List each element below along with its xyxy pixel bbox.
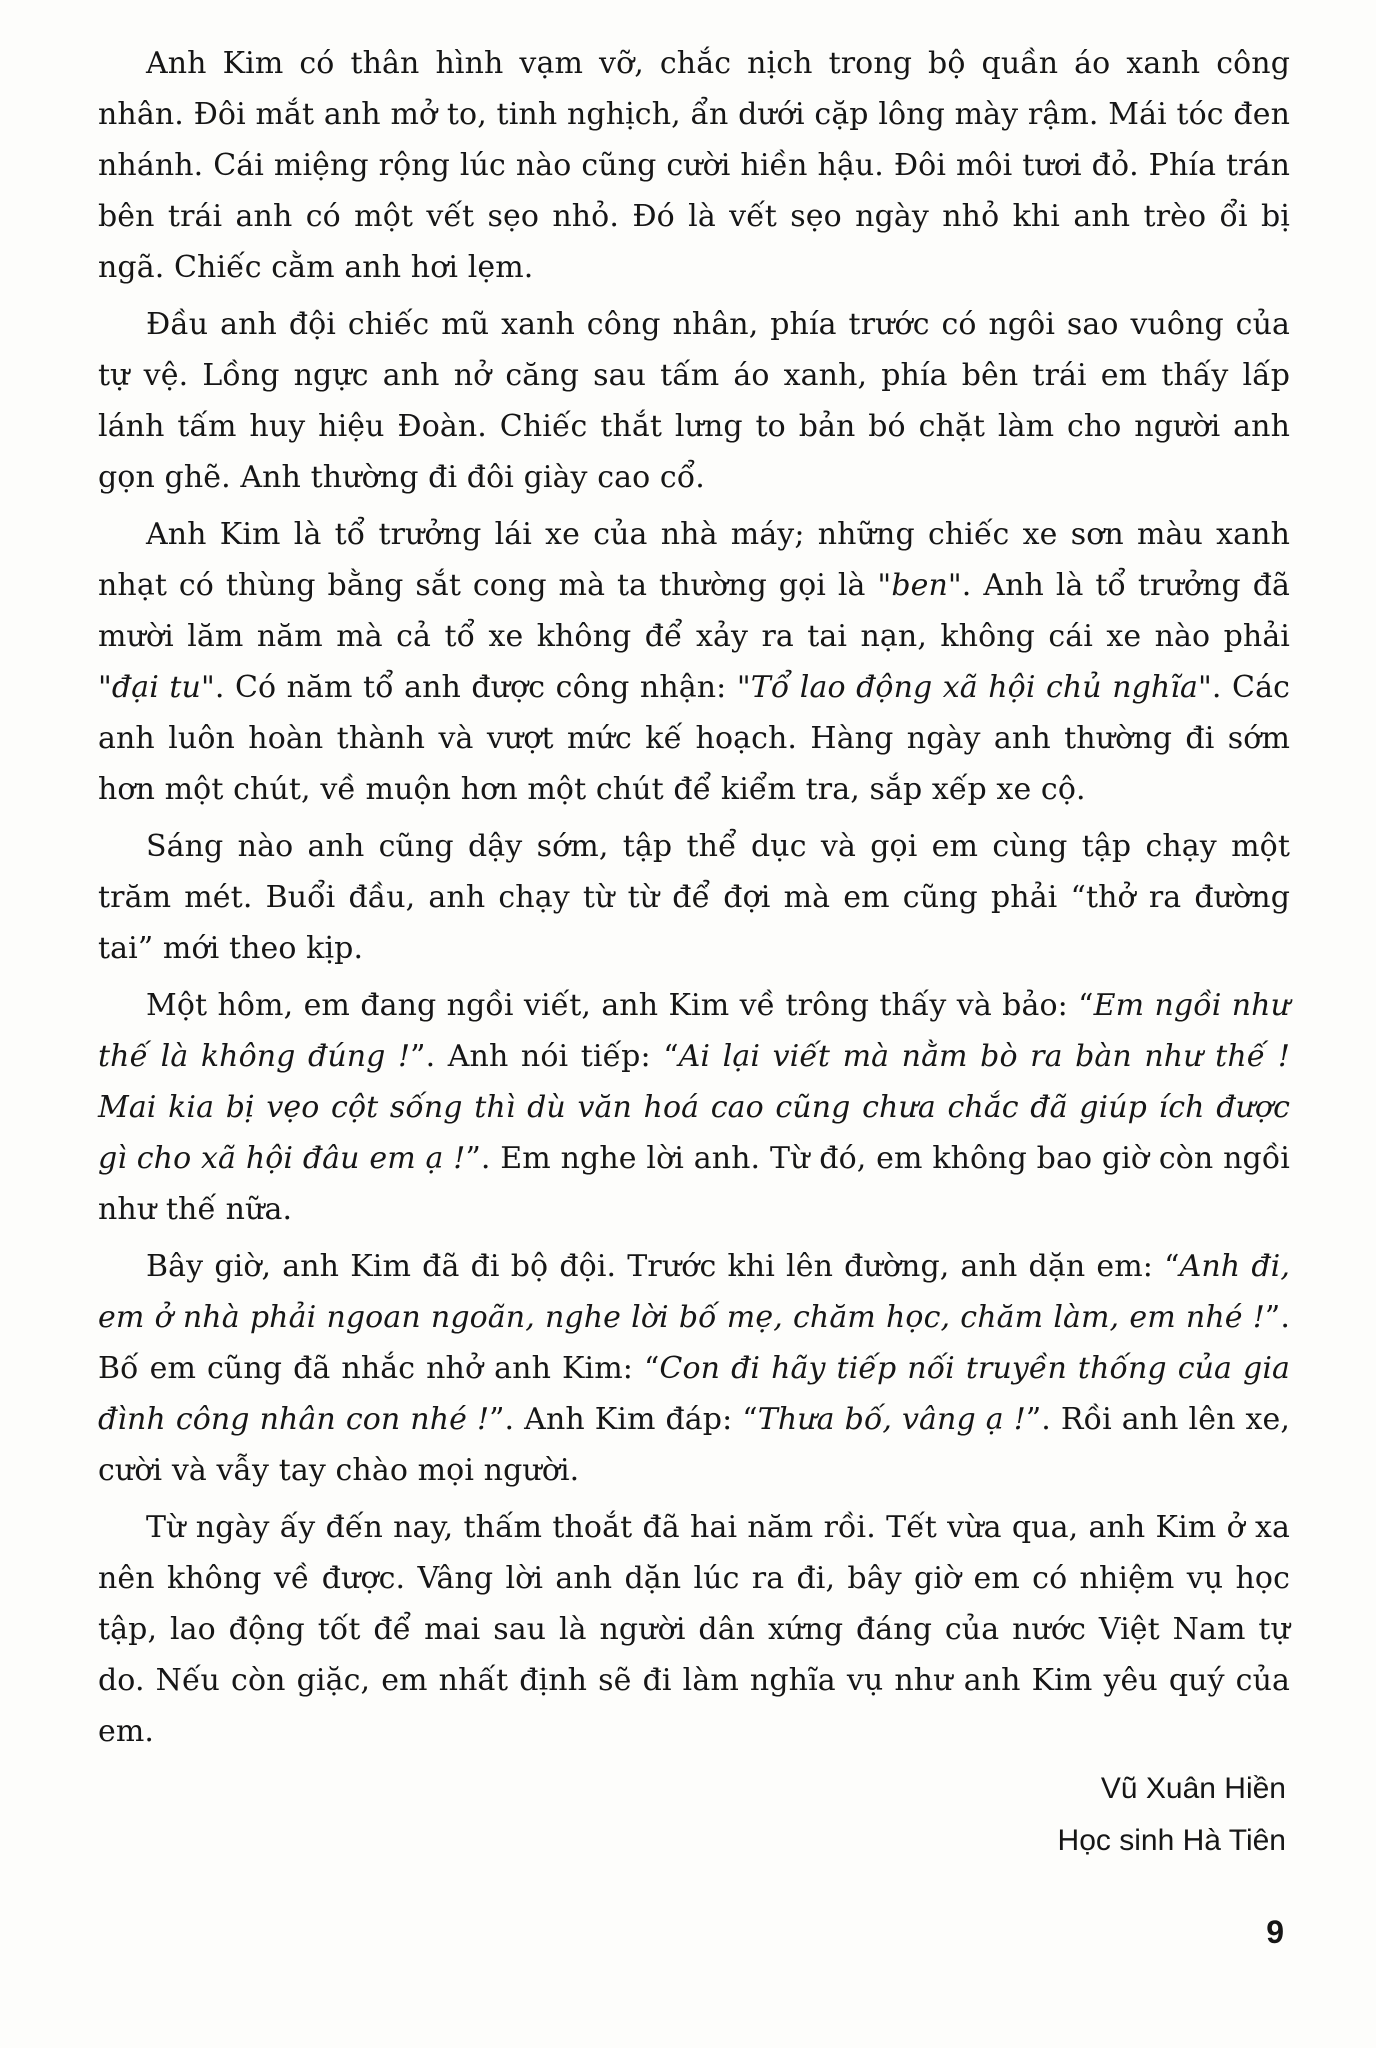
italic-quote: Ai lại viết mà nằm bò ra bàn như thế ! Mai kia bị vẹo cột sống thì dù văn hoá cao cũng chưa chắc đã giúp ích được gì cho xã hội đâu em ạ !: [98, 1039, 1290, 1176]
text-run: Bây giờ, anh Kim đã đi bộ đội. Trước khi lên đường, anh dặn em: “: [146, 1249, 1180, 1284]
italic-quote: Con đi hãy tiếp nối truyền thống của gia đình công nhân con nhé !: [98, 1351, 1291, 1437]
text-run: Đầu anh đội chiếc mũ xanh công nhân, phía trước có ngôi sao vuông của tự vệ. Lồng ngực anh nở căng sau tấm áo xanh, phía bên trái em thấy lấp lánh tấm huy hiệu Đoàn. Chiếc thắt lưng to bản bó chặt làm cho người anh gọn ghẽ. Anh thường đi đôi giày cao cổ.: [98, 307, 1290, 495]
text-run: ”. Bố em cũng đã nhắc nhở anh Kim: “: [98, 1300, 1290, 1386]
author-affiliation: Học sinh Hà Tiên: [1057, 1824, 1286, 1857]
paragraph: [98, 509, 1290, 815]
text-run: ”. Em nghe lời anh. Từ đó, em không bao giờ còn ngồi như thế nữa.: [98, 1141, 1290, 1227]
text-run: ”. Anh Kim đáp: “: [489, 1402, 758, 1437]
text-run: ". Anh là tổ trưởng đã mười lăm năm mà cả tổ xe không để xảy ra tai nạn, không cái xe nào phải ": [98, 568, 1290, 705]
paragraph: [98, 1502, 1290, 1757]
text-run: ”. Anh nói tiếp: “: [410, 1039, 679, 1074]
paragraph: [98, 821, 1290, 974]
text-run: Anh Kim là tổ trưởng lái xe của nhà máy; những chiếc xe sơn màu xanh nhạt có thùng bằng sắt cong mà ta thường gọi là ": [98, 517, 1290, 603]
italic-quote: ben: [891, 568, 948, 603]
paragraph: [98, 299, 1290, 503]
italic-quote: Anh đi, em ở nhà phải ngoan ngoãn, nghe lời bố mẹ, chăm học, chăm làm, em nhé !: [98, 1249, 1290, 1335]
paragraph: [98, 38, 1290, 293]
text-run: Một hôm, em đang ngồi viết, anh Kim về trông thấy và bảo: “: [146, 988, 1094, 1023]
author-name: Vũ Xuân Hiền: [1100, 1772, 1286, 1805]
text-run: Sáng nào anh cũng dậy sớm, tập thể dục và gọi em cùng tập chạy một trăm mét. Buổi đầu, anh chạy từ từ để đợi mà em cũng phải “thở ra đường tai” mới theo kịp.: [98, 829, 1290, 966]
italic-quote: Em ngồi như thế là không đúng !: [98, 988, 1290, 1074]
essay-body: [98, 38, 1290, 1757]
italic-quote: đại tu: [111, 670, 201, 705]
book-page: [98, 38, 1290, 2028]
text-run: ". Có năm tổ anh được công nhận: ": [200, 670, 751, 705]
text-run: ". Các anh luôn hoàn thành và vượt mức kế hoạch. Hàng ngày anh thường đi sớm hơn một chút, về muộn hơn một chút để kiểm tra, sắp xếp xe cộ.: [98, 670, 1290, 807]
italic-quote: Thưa bố, vâng ạ !: [757, 1402, 1026, 1437]
page-number: 9: [1266, 1914, 1284, 1950]
text-run: Anh Kim có thân hình vạm vỡ, chắc nịch trong bộ quần áo xanh công nhân. Đôi mắt anh mở to, tinh nghịch, ẩn dưới cặp lông mày rậm. Mái tóc đen nhánh. Cái miệng rộng lúc nào cũng cười hiền hậu. Đôi môi tươi đỏ. Phía trán bên trái anh có một vết sẹo nhỏ. Đó là vết sẹo ngày nhỏ khi anh trèo ổi bị ngã. Chiếc cằm anh hơi lẹm.: [98, 46, 1290, 285]
paragraph: [98, 980, 1290, 1235]
text-run: Từ ngày ấy đến nay, thấm thoắt đã hai năm rồi. Tết vừa qua, anh Kim ở xa nên không về được. Vâng lời anh dặn lúc ra đi, bây giờ em có nhiệm vụ học tập, lao động tốt để mai sau là người dân xứng đáng của nước Việt Nam tự do. Nếu còn giặc, em nhất định sẽ đi làm nghĩa vụ như anh Kim yêu quý của em.: [98, 1510, 1290, 1749]
italic-quote: Tổ lao động xã hội chủ nghĩa: [750, 670, 1199, 705]
text-run: ”. Rồi anh lên xe, cười và vẫy tay chào mọi người.: [98, 1402, 1291, 1488]
signature-block: [98, 1763, 1290, 1867]
paragraph: [98, 1241, 1290, 1496]
